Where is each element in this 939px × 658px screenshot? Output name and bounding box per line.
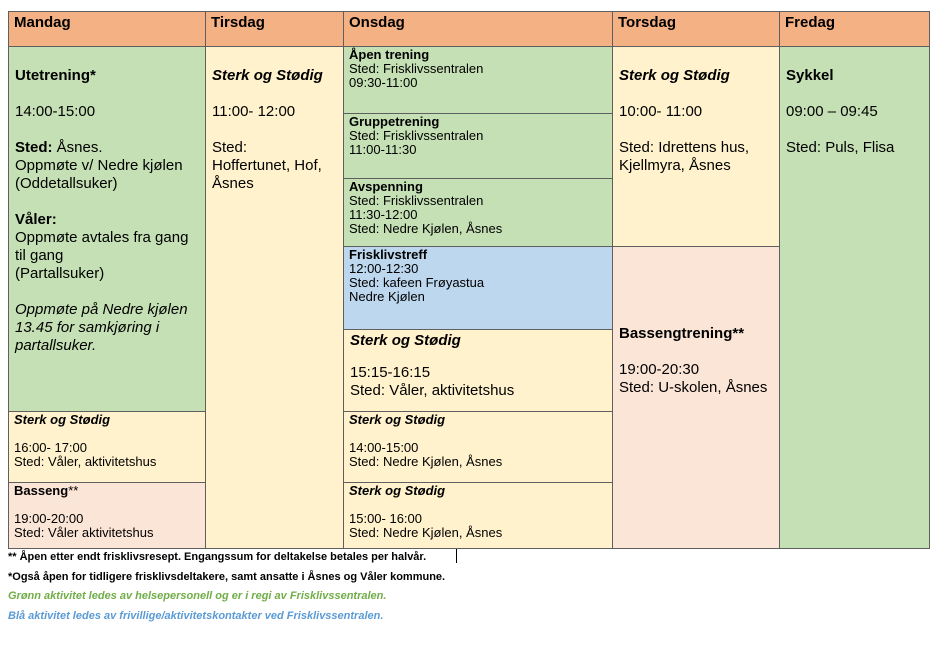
avspenning-time: 11:30-12:00 [349, 207, 418, 222]
header-mandag: Mandag [8, 11, 206, 47]
footnote-basseng: ** Åpen etter endt frisklivsresept. Engangssum for deltakelse betales per halvår. [8, 551, 427, 563]
sterk-place: Sted: Våler, aktivitetshus [14, 454, 157, 469]
apen-time: 09:30-11:00 [349, 75, 418, 90]
apen-title: Åpen trening [349, 47, 430, 62]
utetrening-title: Utetrening* [15, 67, 96, 84]
sterk3-time: 15:00- 16:00 [349, 511, 423, 526]
footnote-utetrening: *Også åpen for tidligere frisklivsdeltakere, samt ansatte i Åsnes og Våler kommune. [8, 571, 446, 583]
header-fredag: Fredag [779, 11, 930, 47]
sterk3-place: Sted: Nedre Kjølen, Åsnes [349, 525, 503, 540]
sterk2-title: Sterk og Stødig [349, 412, 446, 427]
torsdag-sterk-og-stodig [612, 46, 780, 247]
torsdag-basseng-time: 19:00-20:30 [619, 361, 700, 378]
basseng-place: Sted: Våler aktivitetshus [14, 525, 154, 540]
avspenning-title: Avspenning [349, 179, 423, 194]
sterk2-time: 14:00-15:00 [349, 440, 419, 455]
treff-title: Frisklivstreff [349, 247, 428, 262]
gruppe-time: 11:00-11:30 [349, 142, 417, 157]
tirsdag-place: Hoffertunet, Hof, Åsnes [212, 157, 322, 192]
torsdag-basseng-title: Bassengtrening** [619, 325, 745, 342]
basseng-time: 19:00-20:00 [14, 511, 84, 526]
tirsdag-time: 11:00- 12:00 [212, 103, 296, 120]
torsdag-basseng-place: Sted: U-skolen, Åsnes [619, 379, 768, 396]
gruppe-place: Sted: Frisklivssentralen [349, 128, 484, 143]
basseng-stars: ** [68, 483, 79, 498]
onsdag-sterk-og-stodig-2 [343, 411, 613, 483]
fredag-place: Sted: Puls, Flisa [786, 139, 895, 156]
mandag-utetrening [8, 46, 206, 412]
sterk1-title: Sterk og Stødig [350, 332, 461, 349]
sterk-time: 16:00- 17:00 [14, 440, 88, 455]
mandag-sterk-og-stodig [8, 411, 206, 483]
utetrening-note: Oppmøte på Nedre kjølen 13.45 for samkjøring i partallsuker. [15, 301, 188, 354]
treff-place2: Nedre Kjølen [349, 289, 425, 304]
gruppe-title: Gruppetrening [349, 114, 440, 129]
header-torsdag: Torsdag [612, 11, 780, 47]
sted-value: Åsnes. [52, 139, 103, 156]
text-cursor [456, 549, 457, 563]
fredag-title: Sykkel [786, 67, 834, 84]
treff-place: Sted: kafeen Frøyastua [349, 275, 485, 290]
tirsdag-sterk-og-stodig [205, 46, 344, 549]
utetrening-oppmote2: Oppmøte avtales fra gang til gang [15, 229, 189, 264]
basseng-title: Basseng [14, 483, 69, 498]
onsdag-apen-trening [343, 46, 613, 114]
utetrening-time: 14:00-15:00 [15, 103, 96, 120]
apen-place: Sted: Frisklivssentralen [349, 61, 484, 76]
sterk1-time: 15:15-16:15 [350, 364, 431, 381]
avspenning-place2: Sted: Nedre Kjølen, Åsnes [349, 221, 503, 236]
utetrening-partall: (Partallsuker) [15, 265, 105, 282]
fredag-sykkel [779, 46, 930, 549]
torsdag-bassengtrening [612, 246, 780, 549]
treff-time: 12:00-12:30 [349, 261, 419, 276]
avspenning-place: Sted: Frisklivssentralen [349, 193, 484, 208]
onsdag-sterk-og-stodig-3 [343, 482, 613, 549]
onsdag-avspenning [343, 178, 613, 247]
onsdag-sterk-og-stodig-1 [343, 329, 613, 412]
header-tirsdag: Tirsdag [205, 11, 344, 47]
sterk3-title: Sterk og Stødig [349, 483, 446, 498]
tirsdag-sted: Sted: [212, 139, 248, 156]
tirsdag-title: Sterk og Stødig [212, 67, 323, 84]
torsdag-sterk-place: Sted: Idrettens hus, Kjellmyra, Åsnes [619, 139, 750, 174]
utetrening-oppmote: Oppmøte v/ Nedre kjølen [15, 157, 183, 174]
utetrening-oddetall: (Oddetallsuker) [15, 175, 118, 192]
sterk-title: Sterk og Stødig [14, 412, 111, 427]
utetrening-valer: Våler: [15, 211, 57, 228]
sterk1-place: Sted: Våler, aktivitetshus [350, 382, 515, 399]
fredag-time: 09:00 – 09:45 [786, 103, 878, 120]
onsdag-frisklivstreff [343, 246, 613, 330]
utetrening-sted [15, 139, 199, 157]
footnote-blue: Blå aktivitet ledes av frivillige/aktivitetskontakter ved Frisklivssentralen. [8, 610, 384, 622]
onsdag-gruppetrening [343, 113, 613, 179]
sted-label: Sted: [15, 139, 53, 156]
torsdag-sterk-title: Sterk og Stødig [619, 67, 730, 84]
mandag-basseng [8, 482, 206, 549]
header-onsdag: Onsdag [343, 11, 613, 47]
sterk2-place: Sted: Nedre Kjølen, Åsnes [349, 454, 503, 469]
footnote-green: Grønn aktivitet ledes av helsepersonell og er i regi av Frisklivssentralen. [8, 590, 387, 602]
torsdag-sterk-time: 10:00- 11:00 [619, 103, 703, 120]
